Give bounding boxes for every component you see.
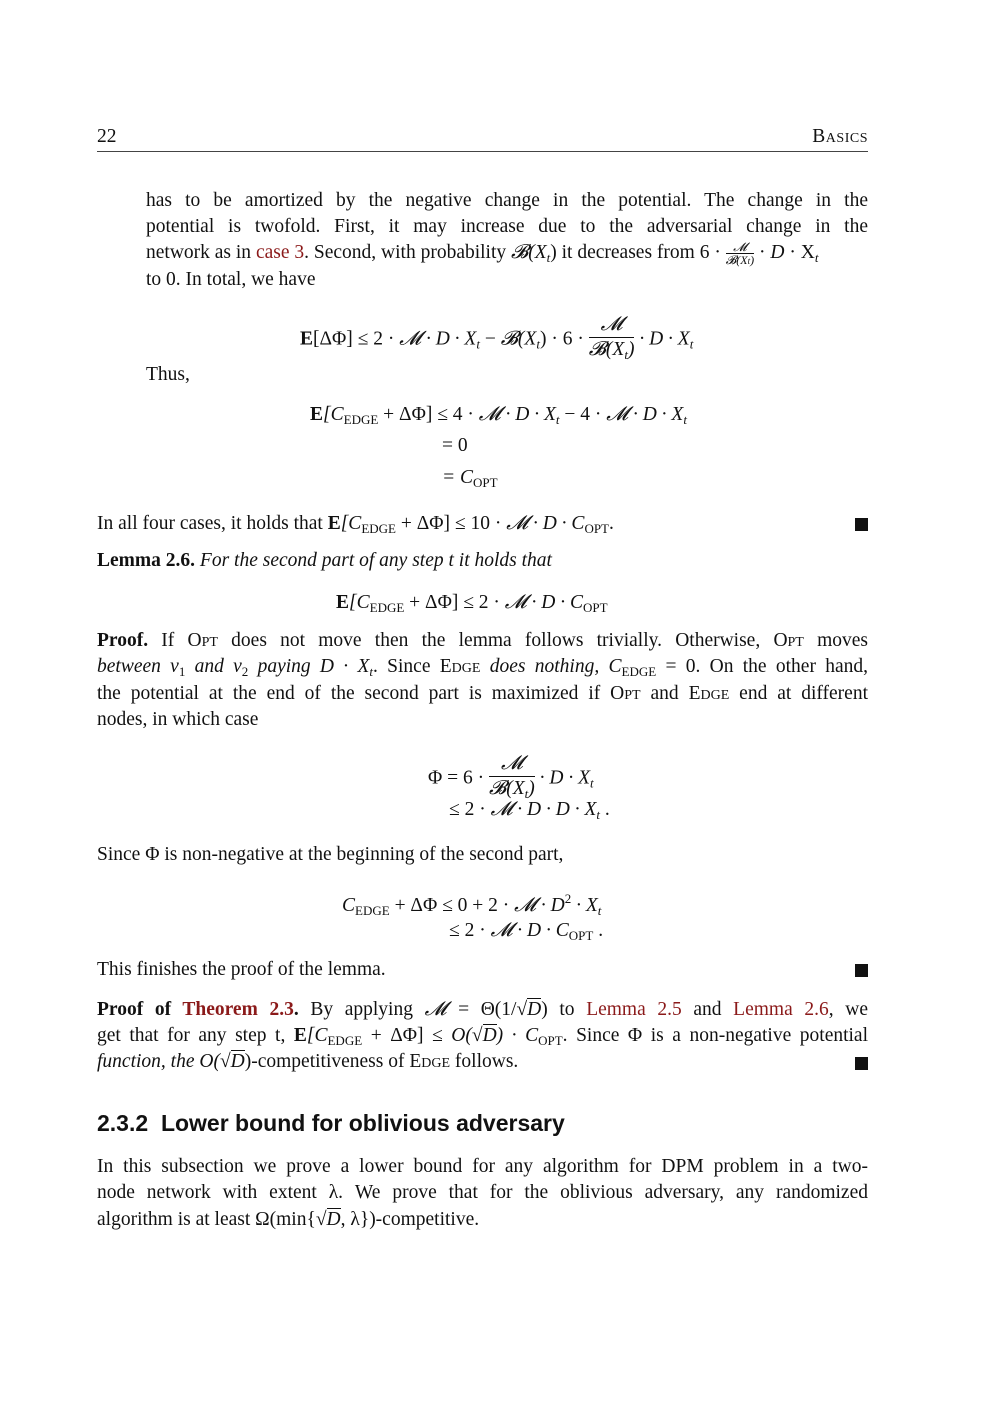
- section-heading: [97, 1110, 565, 1137]
- fraction-m-over-b: $\frac{\text{𝓜}}{𝓑(X_t)}$: [588, 314, 635, 362]
- lemma-2-6-link[interactable]: Lemma 2.6: [733, 999, 829, 1020]
- thus-text: Thus,: [146, 364, 190, 385]
- equation-2-row3: = $C_{OPT}$: [442, 467, 498, 490]
- theorem-2-3-link[interactable]: Theorem 2.3: [182, 999, 294, 1020]
- since-text: Since Φ is non-negative at the beginning of the second part,: [97, 844, 564, 865]
- equation-4-row2: ≤ 2 · 𝓜 · $D \cdot D \cdot X_t$ .: [449, 799, 610, 822]
- final-line3: algorithm is at least Ω(min{√D, λ})-competitive.: [97, 1209, 480, 1230]
- final-line1: In this subsection we prove a lower bound for any algorithm for DPM problem in a two-: [97, 1156, 868, 1177]
- qed-square-3: [855, 1057, 868, 1070]
- equation-4-row1: Φ = 6 · $\frac{\text{𝓜}}{𝓑(X_t)}$ · $D \cdot X_t$: [428, 752, 594, 806]
- para1-line4: to 0. In total, we have: [146, 269, 316, 290]
- lemma-label: Lemma 2.6.: [97, 550, 196, 571]
- equation-5-row2: ≤ 2 · 𝓜 · $D \cdot C_{OPT}$ .: [449, 920, 604, 943]
- proof1-line4: nodes, in which case: [97, 709, 259, 730]
- qed-square-2: [855, 964, 868, 977]
- equation-3: $E[C_{EDGE} + \Delta\Phi] \le 2$ · 𝓜 · $D \cdot C_{OPT}$: [336, 592, 608, 615]
- proof2-line1: Proof of Theorem 2.3. By applying 𝓜 = Θ(1/√D) to Lemma 2.5 and Lemma 2.6, we: [97, 999, 868, 1020]
- section-title: Lower bound for oblivious adversary: [160, 1110, 565, 1136]
- final-line2: node network with extent λ. We prove that for the oblivious adversary, any randomized: [97, 1182, 868, 1203]
- all-cases-text: In all four cases, it holds that $E[C_{EDGE} + \Delta\Phi] \le 10$ · 𝓜 · $D \cdot C_{OPT}$.: [97, 513, 614, 536]
- proof1-line1: Proof. If Opt does not move then the lemma follows trivially. Otherwise, Opt moves: [97, 630, 868, 651]
- running-title: Basics: [812, 126, 868, 147]
- equation-1: E[ΔΦ] ≤ 2 · 𝓜 · $D \cdot X_t$ − $𝓑(X_t) \cdot 6$ · $\frac{\text{𝓜}}{𝓑(X_t)}$ · $D \cdot X_t$: [300, 313, 693, 367]
- proof2-line3: function, the O(√D)-competitiveness of Edge follows.: [97, 1051, 519, 1072]
- lemma-2-5-link[interactable]: Lemma 2.5: [586, 999, 682, 1020]
- running-header: [97, 124, 868, 152]
- case3-link[interactable]: case 3: [255, 242, 305, 263]
- proof1-line2: between $v_1$ and $v_2$ paying $D \cdot X_t$. Since Edge does nothing, $C_{EDGE} = 0$. On the other hand,: [97, 656, 868, 679]
- equation-2-row2: = 0: [442, 435, 468, 456]
- equation-5-row1: $C_{EDGE} + \Delta\Phi \le 0 + 2$ · 𝓜 · $D^2 \cdot X_t$: [342, 891, 602, 918]
- para1-line2: potential is twofold. First, it may increase due to the adversarial change in the: [146, 216, 868, 237]
- inline-fraction: 𝓜 𝓑(Xt): [725, 239, 755, 267]
- para1-line1: has to be amortized by the negative change in the potential. The change in the: [146, 190, 868, 211]
- proof2-line2: get that for any step t, $E[C_{EDGE} + \Delta\Phi] \le O(√D) \cdot C_{OPT}$. Since Φ is a non-negative potential: [97, 1025, 869, 1048]
- finishes-text: This finishes the proof of the lemma.: [97, 959, 386, 980]
- proof1-line3: the potential at the end of the second part is maximized if Opt and Edge end at different: [97, 683, 868, 704]
- fraction-m-over-b-2: $\frac{\text{𝓜}}{𝓑(X_t)}$: [489, 753, 535, 801]
- qed-square: [855, 518, 868, 531]
- equation-2-row1: $E[C_{EDGE} + \Delta\Phi] \le 4$ · 𝓜 · $D \cdot X_t - 4$ · 𝓜 · $D \cdot X_t$: [310, 404, 687, 427]
- page-number: 22: [97, 126, 117, 147]
- para1-line3: network as in case 3. Second, with probability $𝓑(X_t)$ it decreases from 6 · 𝓜 𝓑(Xt) · $D \cdot X_t$: [146, 239, 819, 267]
- lemma-2-6: Lemma 2.6. For the second part of any step t it holds that: [97, 550, 552, 571]
- section-number: 2.3.2: [97, 1110, 149, 1136]
